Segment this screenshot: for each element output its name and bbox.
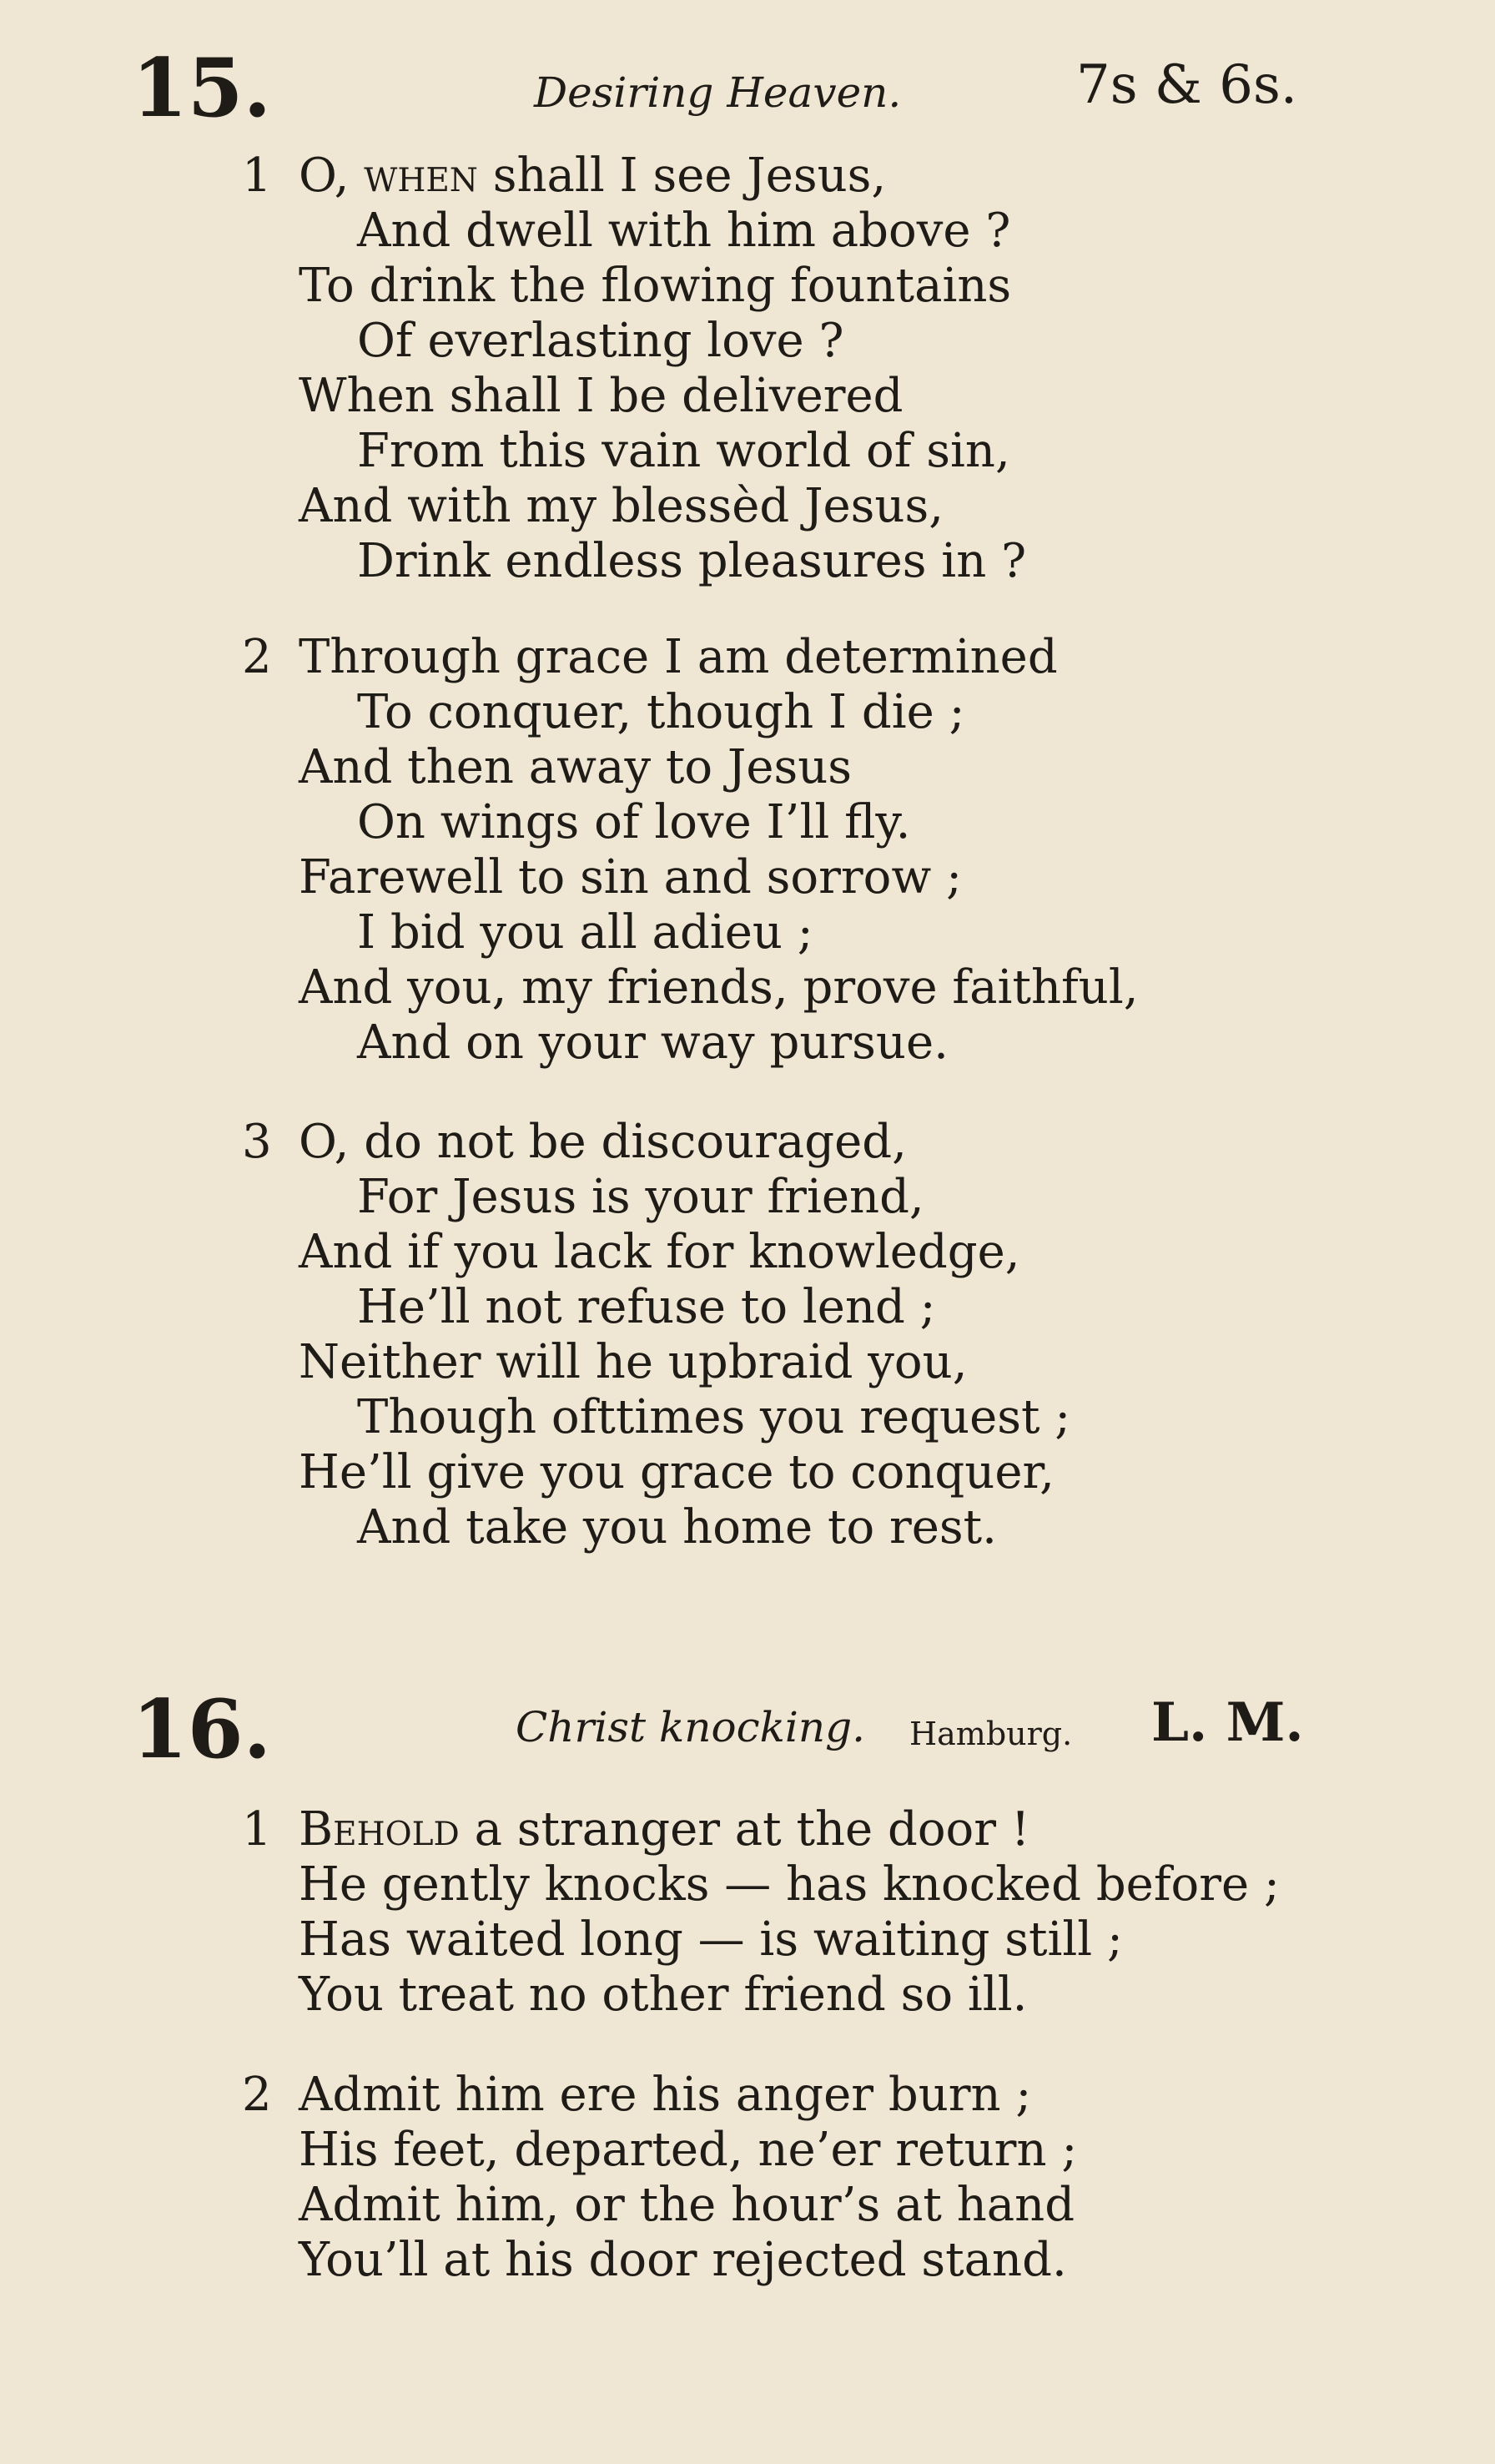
- opening-words: Behold: [299, 1802, 460, 1857]
- verse-line: [0, 740, 1495, 795]
- verse-text: On wings of love I’ll fly.: [357, 795, 911, 849]
- verse-line: [0, 1015, 1495, 1071]
- verse-text: For Jesus is your friend,: [357, 1170, 924, 1224]
- verse-text: And dwell with him above ?: [357, 204, 1011, 258]
- first-line: O, do not be discouraged,: [299, 1115, 907, 1169]
- verse-line: [0, 149, 1495, 204]
- hymn-16-header: [0, 1682, 1495, 1798]
- verse-line: [0, 204, 1495, 259]
- hymn-15-header: [0, 41, 1495, 157]
- verse-text: Neither will he upbraid you,: [299, 1335, 968, 1389]
- verse-text: Has waited long — is waiting still ;: [299, 1912, 1123, 1967]
- verse-text: He gently knocks — has knocked before ;: [299, 1857, 1280, 1912]
- verse-line: [0, 1968, 1495, 2023]
- verse-line: [0, 1802, 1495, 1857]
- hymn-number: 15.: [132, 41, 272, 135]
- verse-text: From this vain world of sin,: [357, 424, 1010, 478]
- first-line: Admit him ere his anger burn ;: [299, 2068, 1032, 2122]
- verse-line: [0, 2233, 1495, 2288]
- stanza-1: [0, 1802, 1495, 2023]
- stanza-number: 3: [242, 1115, 272, 1169]
- verse-text: Though ofttimes you request ;: [357, 1390, 1071, 1444]
- hymn-meter: L. M.: [1151, 1691, 1304, 1754]
- verse-text: He’ll give you grace to conquer,: [299, 1445, 1055, 1499]
- stanza-3: [0, 1115, 1495, 1555]
- verse-text: And then away to Jesus: [299, 740, 853, 794]
- verse-line: [0, 2178, 1495, 2233]
- verse-line: [0, 1390, 1495, 1445]
- hymn-title: Desiring Heaven.: [534, 68, 902, 117]
- verse-text: And if you lack for knowledge,: [299, 1225, 1020, 1279]
- stanza-number: 1: [242, 1802, 272, 1857]
- verse-line: [0, 1280, 1495, 1335]
- stanza-1: [0, 149, 1495, 589]
- verse-line: [0, 369, 1495, 424]
- stanza-number: 2: [242, 2068, 272, 2122]
- verse-text: I bid you all adieu ;: [357, 905, 813, 960]
- verse-text: Of everlasting love ?: [357, 314, 844, 368]
- verse-line: [0, 685, 1495, 740]
- hymn-title: Christ knocking.: [516, 1703, 865, 1751]
- first-line: [299, 1802, 1029, 1857]
- verse-text: And you, my friends, prove faithful,: [299, 960, 1139, 1015]
- first-line-rest: shall I see Jesus,: [477, 149, 887, 203]
- verse-text: And take you home to rest.: [357, 1500, 997, 1554]
- verse-text: Admit him, or the hour’s at hand: [299, 2178, 1075, 2232]
- verse-line: [0, 534, 1495, 589]
- verse-text: His feet, departed, ne’er return ;: [299, 2123, 1078, 2177]
- verse-line: [0, 259, 1495, 314]
- verse-text: To conquer, though I die ;: [357, 685, 965, 739]
- verse-line: [0, 2068, 1495, 2123]
- verse-text: Farewell to sin and sorrow ;: [299, 850, 962, 904]
- verse-text: And with my blessèd Jesus,: [299, 479, 944, 533]
- verse-line: [0, 960, 1495, 1015]
- verse-line: [0, 314, 1495, 369]
- verse-line: [0, 1170, 1495, 1225]
- verse-line: [0, 1115, 1495, 1170]
- verse-text: When shall I be delivered: [299, 369, 904, 423]
- opening-words: O, when: [299, 149, 478, 203]
- stanza-number: 1: [242, 149, 272, 203]
- verse-text: You’ll at his door rejected stand.: [299, 2233, 1067, 2287]
- stanza-2: [0, 2068, 1495, 2288]
- verse-line: [0, 1500, 1495, 1555]
- verse-line: [0, 1445, 1495, 1500]
- verse-text: You treat no other friend so ill.: [299, 1968, 1028, 2022]
- verse-line: [0, 479, 1495, 534]
- verse-line: [0, 905, 1495, 960]
- verse-text: And on your way pursue.: [357, 1015, 949, 1070]
- verse-text: Drink endless pleasures in ?: [357, 534, 1027, 588]
- stanza-number: 2: [242, 630, 272, 684]
- verse-line: [0, 1912, 1495, 1968]
- verse-line: [0, 1225, 1495, 1280]
- verse-line: [0, 1335, 1495, 1390]
- tune-name: Hamburg.: [909, 1716, 1073, 1752]
- verse-line: [0, 630, 1495, 685]
- verse-text: To drink the flowing fountains: [299, 259, 1012, 313]
- verse-text: He’ll not refuse to lend ;: [357, 1280, 936, 1334]
- hymn-meter: 7s & 6s.: [1076, 54, 1298, 116]
- verse-line: [0, 1857, 1495, 1912]
- stanza-2: [0, 630, 1495, 1071]
- first-line: Through grace I am determined: [299, 630, 1058, 684]
- first-line: [299, 149, 886, 204]
- verse-line: [0, 795, 1495, 850]
- verse-line: [0, 2123, 1495, 2178]
- verse-line: [0, 424, 1495, 479]
- verse-line: [0, 850, 1495, 905]
- hymn-number: 16.: [132, 1682, 272, 1776]
- first-line-rest: a stranger at the door !: [459, 1802, 1030, 1857]
